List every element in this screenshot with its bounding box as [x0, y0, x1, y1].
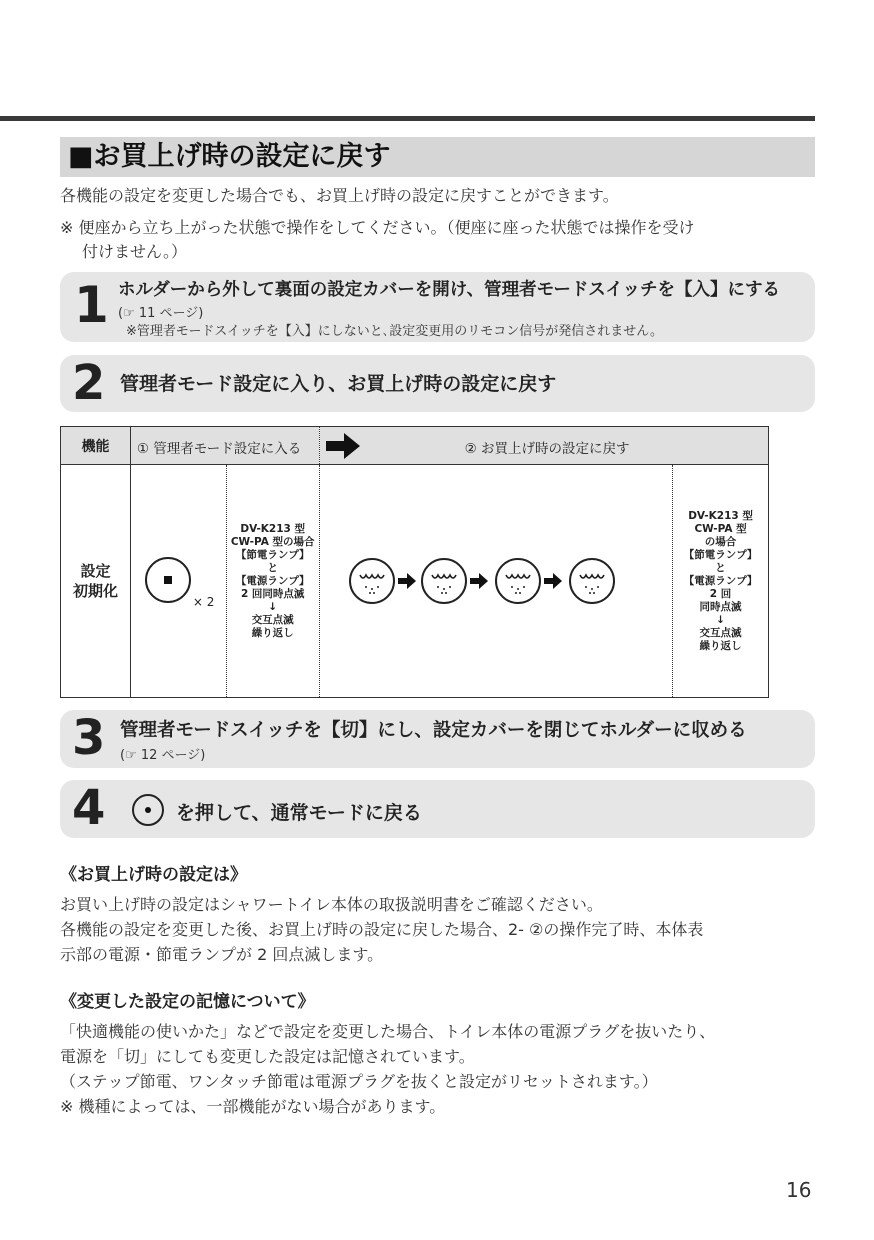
- step-number: 1: [74, 276, 109, 334]
- col-header-step1: [130, 427, 319, 465]
- sec2-line-4: ※ 機種によっては、一部機能がない場合があります。: [60, 1097, 446, 1116]
- remote-button-cell: [130, 465, 226, 698]
- sec2-line-3: （ステップ節電、ワンタッチ節電は電源プラグを抜くと設定がリセットされます。）: [60, 1072, 658, 1091]
- stop-button-icon: [132, 794, 164, 826]
- lamp-note-line: 交互点滅: [699, 626, 742, 639]
- button-sequence: [319, 465, 672, 698]
- lamp-note-line: と: [267, 561, 278, 574]
- step-heading: 管理者モードスイッチを【切】にし、設定カバーを閉じてホルダーに収める: [120, 720, 747, 741]
- step-2-box: [60, 355, 815, 412]
- note-line-1: ※ 便座から立ち上がった状態で操作をしてください。（便座に座った状態では操作を受け: [60, 218, 695, 237]
- wash-button-icon: [570, 559, 614, 603]
- page-title: ■お買上げ時の設定に戻す: [60, 137, 815, 177]
- lamp-note-line: CW-PA 型の場合: [230, 535, 315, 548]
- note-line-2: 付けません。）: [82, 242, 187, 261]
- step-1-box: [60, 272, 815, 342]
- lamp-note-line: CW-PA 型: [694, 522, 747, 535]
- sec2-line-1: 「快適機能の使いかた」などで設定を変更した場合、トイレ本体の電源プラグを抜いたり、: [60, 1022, 716, 1041]
- arrow-right-icon: [470, 573, 488, 589]
- lamp-note-line: と: [715, 561, 726, 574]
- lamp-note-line: 【電源ランプ】: [683, 574, 758, 587]
- lamp-note-line: 【電源ランプ】: [235, 574, 310, 587]
- step-number: 2: [72, 355, 106, 411]
- wash-button-icon: [350, 559, 394, 603]
- wash-button-sequence: [348, 553, 648, 613]
- lamp-note-line: 2 回: [709, 587, 732, 600]
- press-count: × 2: [192, 595, 215, 609]
- lamp-note-line: DV-K213 型: [688, 509, 753, 522]
- col-header-step2: [319, 427, 768, 465]
- col-header-function: 機能: [61, 427, 131, 465]
- intro-text: 各機能の設定を変更した場合でも、お買上げ時の設定に戻すことができます。: [60, 186, 619, 205]
- step-number: 3: [72, 710, 106, 766]
- arrow-right-icon: [544, 573, 562, 589]
- settings-table: [60, 426, 769, 698]
- sec1-line-2: 各機能の設定を変更した後、お買上げ時の設定に戻した場合、2- ②の操作完了時、本体表: [60, 920, 704, 939]
- lamp-note-line: ↓: [716, 613, 725, 626]
- lamp-note-line: 同時点滅: [699, 600, 742, 613]
- page-reference: (☞ 11 ページ): [118, 306, 204, 321]
- sec2-line-2: 電源を「切」にしても変更した設定は記憶されています。: [60, 1047, 475, 1066]
- top-rule: [0, 116, 815, 121]
- lamp-note-b: [673, 465, 769, 698]
- row-label: [61, 465, 131, 698]
- sec1-line-3: 示部の電源・節電ランプが 2 回点滅します。: [60, 945, 384, 964]
- arrow-right-icon: [398, 573, 416, 589]
- lamp-note-line: DV-K213 型: [240, 522, 306, 535]
- lamp-note-line: 【節電ランプ】: [235, 548, 310, 561]
- page-reference: (☞ 12 ページ): [120, 748, 206, 763]
- step-number: 4: [72, 780, 106, 836]
- col-header-step1-label: ① 管理者モード設定に入る: [136, 441, 302, 457]
- step-4-box: [60, 780, 815, 838]
- sec1-heading: 《お買上げ時の設定は》: [60, 865, 247, 885]
- arrow-right-icon: [326, 433, 360, 459]
- row-label-line-2: 初期化: [72, 582, 118, 600]
- wash-button-icon: [422, 559, 466, 603]
- lamp-note-line: の場合: [704, 535, 737, 548]
- sec2-heading: 《変更した設定の記憶について》: [60, 992, 315, 1012]
- step-heading: を押して、通常モードに戻る: [176, 802, 422, 824]
- step-heading: 管理者モード設定に入り、お買上げ時の設定に戻す: [120, 373, 557, 395]
- col-header-step2-label: ② お買上げ時の設定に戻す: [464, 441, 630, 457]
- sec1-line-1: お買い上げ時の設定はシャワートイレ本体の取扱説明書をご確認ください。: [60, 895, 603, 914]
- lamp-note-line: 交互点滅: [251, 613, 294, 626]
- row-label-line-1: 設定: [80, 562, 111, 580]
- lamp-note-line: 繰り返し: [251, 626, 294, 639]
- wash-button-icon: [496, 559, 540, 603]
- lamp-note-line: 繰り返し: [699, 639, 742, 652]
- stop-button-icon: [145, 557, 191, 603]
- step-note: ※管理者モードスイッチを【入】にしないと､設定変更用のリモコン信号が発信されません。: [126, 324, 664, 339]
- lamp-note-line: 【節電ランプ】: [683, 548, 758, 561]
- page-number: 16: [786, 1178, 812, 1202]
- step-heading: ホルダーから外して裏面の設定カバーを開け、管理者モードスイッチを【入】にする: [118, 280, 781, 300]
- lamp-note-line: ↓: [268, 600, 278, 613]
- lamp-note-line: 2 回同時点滅: [240, 587, 305, 600]
- step-3-box: [60, 710, 815, 768]
- lamp-note-a: [226, 465, 319, 698]
